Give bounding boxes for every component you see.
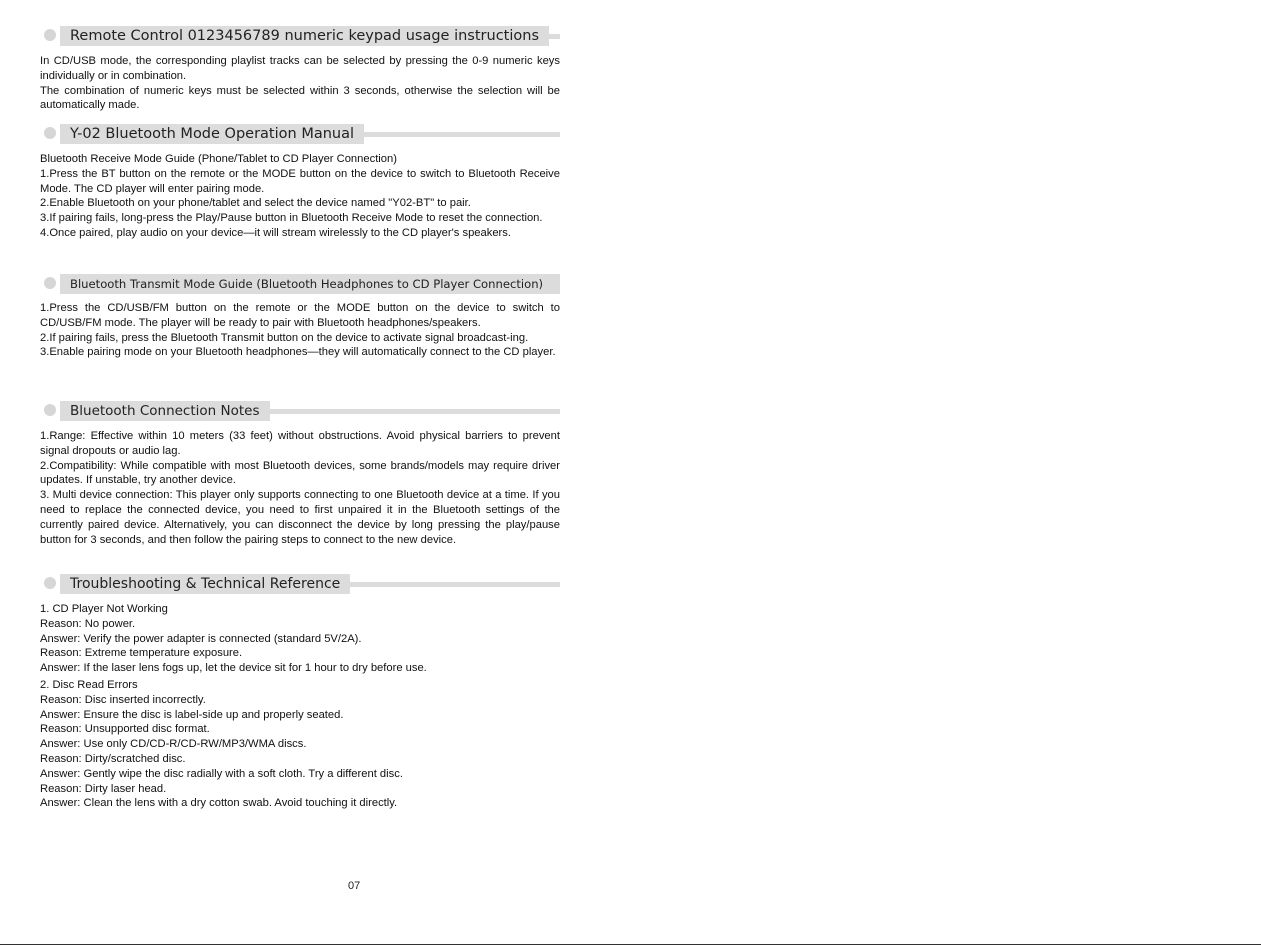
paragraph: 4.Once paired, play audio on your device—it will stream wirelessly to the CD player's speakers. <box>40 226 511 239</box>
bullet-dot-icon <box>44 577 56 589</box>
reason-line: Reason: Dirty/scratched disc. <box>40 752 186 765</box>
section-title: Remote Control 0123456789 numeric keypad usage instructions <box>60 26 549 46</box>
section-body <box>40 602 560 811</box>
bullet-dot-icon <box>44 404 56 416</box>
reason-line: Reason: Unsupported disc format. <box>40 723 210 736</box>
bottom-divider <box>0 944 1261 945</box>
reason-line: Reason: Dirty laser head. <box>40 782 167 795</box>
reason-line: Reason: No power. <box>40 617 136 630</box>
item-heading: 1. CD Player Not Working <box>40 603 168 615</box>
item-heading: 2. Disc Read Errors <box>40 678 138 691</box>
paragraph: 3.If pairing fails, long-press the Play/Pause button in Bluetooth Receive Mode to reset the connection. <box>40 212 543 225</box>
section-header <box>40 574 560 596</box>
section-header <box>40 124 560 146</box>
answer-line: Answer: Verify the power adapter is connected (standard 5V/2A). <box>40 632 362 645</box>
paragraph: The combination of numeric keys must be selected within 3 seconds, otherwise the selection will be automatically made. <box>40 84 560 112</box>
paragraph: Bluetooth Receive Mode Guide (Phone/Tablet to CD Player Connection) <box>40 153 397 165</box>
paragraph: 3. Multi device connection: This player only supports connecting to one Bluetooth device at a time. If you need to replace the connected device, you need to first unpaired it in the Bluetooth settings of the currently paired device. Alternatively, you can disconnect the device by long pressing the play/pause button for 3 seconds, and then follow the pairing steps to connect to the new device. <box>40 489 560 546</box>
section-header <box>40 26 560 48</box>
answer-line: Answer: Gently wipe the disc radially with a soft cloth. Try a different disc. <box>40 767 403 780</box>
section-body <box>40 54 560 113</box>
reason-line: Reason: Extreme temperature exposure. <box>40 647 243 660</box>
answer-line: Answer: Ensure the disc is label-side up and properly seated. <box>40 708 344 721</box>
paragraph: 3.Enable pairing mode on your Bluetooth headphones—they will automatically connect to the CD player. <box>40 346 556 359</box>
bullet-dot-icon <box>44 277 56 289</box>
paragraph: 2.Enable Bluetooth on your phone/tablet and select the device named "Y02-BT" to pair. <box>40 197 471 210</box>
answer-line: Answer: Clean the lens with a dry cotton swab. Avoid touching it directly. <box>40 797 398 810</box>
section-title: Bluetooth Connection Notes <box>60 401 270 421</box>
section-header <box>40 274 560 296</box>
bullet-dot-icon <box>44 127 56 139</box>
section-body <box>40 429 560 547</box>
section-header <box>40 401 560 423</box>
paragraph: 2.If pairing fails, press the Bluetooth Transmit button on the device to activate signal broadcast-ing. <box>40 331 529 344</box>
section-title: Y-02 Bluetooth Mode Operation Manual <box>60 124 364 144</box>
section-body <box>40 301 560 360</box>
answer-line: Answer: If the laser lens fogs up, let the device sit for 1 hour to dry before use. <box>40 662 427 675</box>
paragraph: In CD/USB mode, the corresponding playlist tracks can be selected by pressing the 0-9 numeric keys individually or in combination. <box>40 55 560 82</box>
page-number: 07 <box>348 880 361 892</box>
paragraph: 1.Range: Effective within 10 meters (33 feet) without obstructions. Avoid physical barriers to prevent signal dropouts or audio lag. <box>40 430 560 457</box>
section-body <box>40 152 560 241</box>
reason-line: Reason: Disc inserted incorrectly. <box>40 693 206 706</box>
bullet-dot-icon <box>44 29 56 41</box>
paragraph: 1.Press the BT button on the remote or the MODE button on the device to switch to Bluetooth Receive Mode. The CD player will enter pairing mode. <box>40 167 560 195</box>
paragraph: 2.Compatibility: While compatible with most Bluetooth devices, some brands/models may require driver updates. If unstable, try another device. <box>40 459 560 487</box>
answer-line: Answer: Use only CD/CD-R/CD-RW/MP3/WMA discs. <box>40 738 307 751</box>
paragraph: 1.Press the CD/USB/FM button on the remote or the MODE button on the device to switch to CD/USB/FM mode. The player will be ready to pair with Bluetooth headphones/speakers. <box>40 302 560 329</box>
section-title: Troubleshooting & Technical Reference <box>60 574 350 594</box>
section-title: Bluetooth Transmit Mode Guide (Bluetooth Headphones to CD Player Connection) <box>60 274 560 294</box>
